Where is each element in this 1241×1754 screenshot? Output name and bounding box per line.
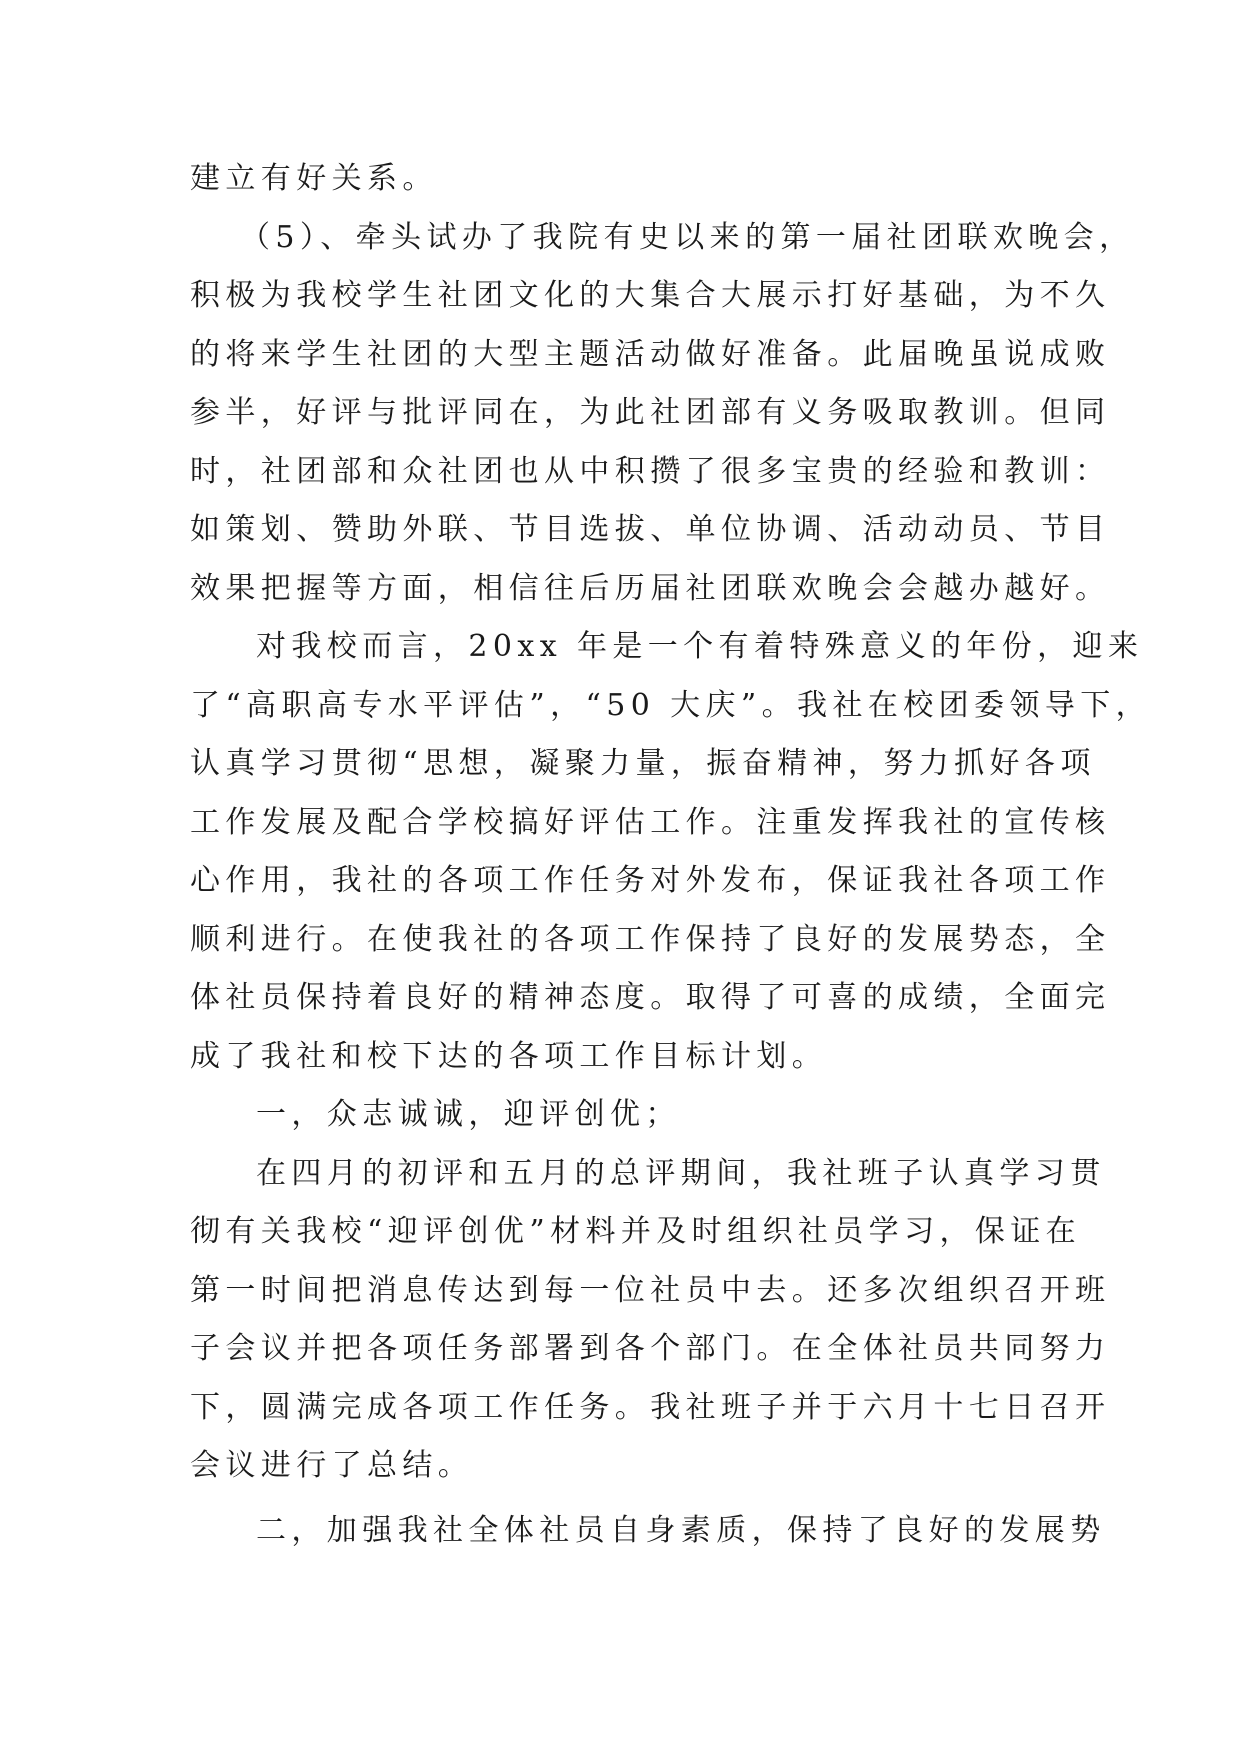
text-line: 体社员保持着良好的精神态度。取得了可喜的成绩，全面完 xyxy=(190,980,1111,1015)
text-line: 效果把握等方面，相信往后历届社团联欢晚会会越办越好。 xyxy=(190,570,1111,606)
paragraph-start-line: （5）、牵头试办了我院有史以来的第一届社团联欢晚会， xyxy=(240,219,1135,255)
text-line: 了“高职高专水平评估”，“50 大庆”。我社在校团委领导下， xyxy=(190,687,1152,723)
text-line: 第一时间把消息传达到每一位社员中去。还多次组织召开班 xyxy=(190,1272,1111,1308)
text-line: 时，社团部和众社团也从中积攒了很多宝贵的经验和教训： xyxy=(190,453,1111,489)
text-line: 积极为我校学生社团文化的大集合大展示打好基础，为不久 xyxy=(190,278,1111,313)
text-line: 认真学习贯彻“思想，凝聚力量，振奋精神，努力抓好各项 xyxy=(190,746,1096,781)
text-line: 顺利进行。在使我社的各项工作保持了良好的发展势态，全 xyxy=(190,921,1111,957)
text-line: 如策划、赞助外联、节目选拔、单位协调、活动动员、节目 xyxy=(190,512,1111,547)
text-line: 子会议并把各项任务部署到各个部门。在全体社员共同努力 xyxy=(190,1331,1111,1366)
paragraph-start-line: 在四月的初评和五月的总评期间，我社班子认真学习贯 xyxy=(256,1155,1106,1191)
text-line: 成了我社和校下达的各项工作目标计划。 xyxy=(190,1038,828,1074)
paragraph-start-line: 对我校而言，20xx 年是一个有着特殊意义的年份，迎来 xyxy=(256,629,1144,664)
document-body xyxy=(190,150,1152,1560)
text-line: 参半，好评与批评同在，为此社团部有义务吸取教训。但同 xyxy=(190,395,1111,430)
section-heading: 一，众志诚诚，迎评创优； xyxy=(256,1097,681,1132)
text-line: 建立有好关系。 xyxy=(190,161,438,196)
text-line: 会议进行了总结。 xyxy=(190,1448,474,1483)
text-line: 心作用，我社的各项工作任务对外发布，保证我社各项工作 xyxy=(190,863,1111,898)
text-line: 的将来学生社团的大型主题活动做好准备。此届晚虽说成败 xyxy=(190,336,1111,372)
text-line: 下，圆满完成各项工作任务。我社班子并于六月十七日召开 xyxy=(190,1389,1111,1425)
text-line: 工作发展及配合学校搞好评估工作。注重发挥我社的宣传核 xyxy=(190,804,1111,840)
section-heading: 二，加强我社全体社员自身素质，保持了良好的发展势 xyxy=(256,1512,1106,1548)
text-line: 彻有关我校“迎评创优”材料并及时组织社员学习，保证在 xyxy=(190,1214,1082,1249)
